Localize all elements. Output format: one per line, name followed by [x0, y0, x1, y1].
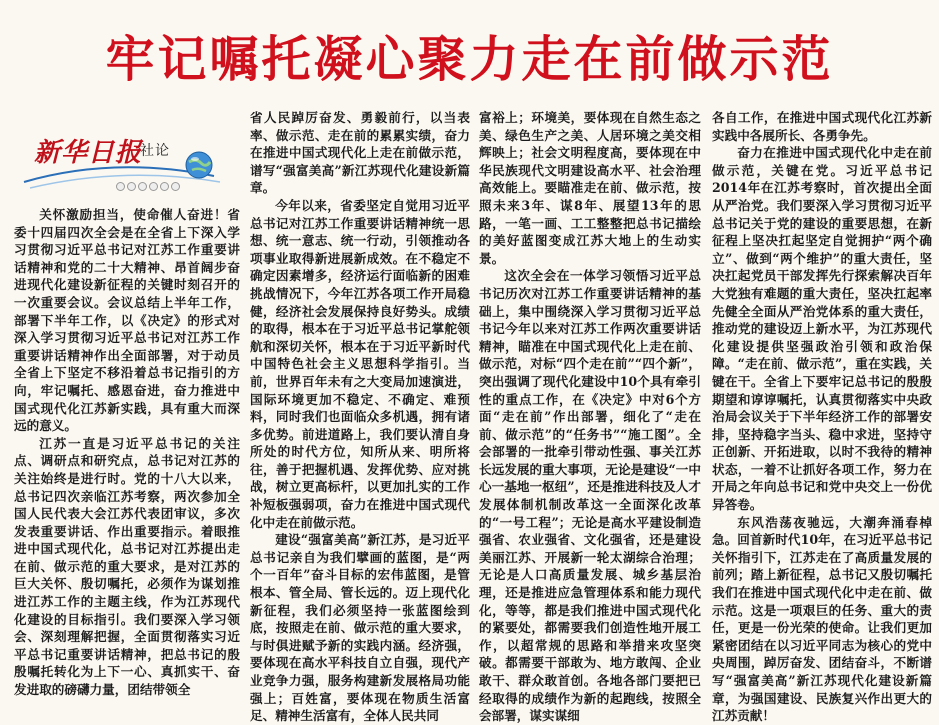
article-column-4 — [712, 109, 932, 724]
paragraph: 江苏一直是习近平总书记的关注点、调研点和研究点，总书记对江苏的关注始终是进行时。党的十八大以来，总书记四次亲临江苏考察，两次参加全国人民代表大会江苏代表团审议，多次发表重要讲话、作出重要指示。着眼推进中国式现代化，总书记对江苏提出走在前、做示范的重大要求，是对江苏的巨大关怀、殷切嘱托，必须作为谋划推进江苏工作的主题主线，作为江苏现代化建设的目标指引。我们要深入学习领会、深刻理解把握，全面贯彻落实习近平总书记重要讲话精神，把总书记的殷殷嘱托转化为上下一心、真抓实干、奋发进取的磅礴力量，团结带领全 — [14, 435, 240, 698]
masthead-section: 社论 — [140, 143, 170, 159]
editorial-masthead — [24, 118, 222, 196]
dots-decoration-icon — [116, 176, 182, 195]
paragraph: 东风浩荡夜驰远，大潮奔涌春棹急。回首新时代10年，在习近平总书记关怀指引下，江苏走在了高质量发展的前列；踏上新征程，总书记又殷切嘱托我们在推进中国式现代化中走在前、做示范。这是一项艰巨的任务、重大的责任，更是一份光荣的使命。让我们更加紧密团结在以习近平同志为核心的党中央周围，踔厉奋发、团结奋斗，不断谱写“强富美高”新江苏现代化建设新篇章，为强国建设、民族复兴作出更大的江苏贡献！ — [712, 514, 932, 724]
globe-icon — [184, 150, 214, 180]
article-column-2 — [250, 109, 470, 724]
paragraph: 建设“强富美高”新江苏，是习近平总书记亲自为我们擘画的蓝图，是“两个一百年”奋斗目标的宏伟蓝图，是管根本、管全局、管长远的。迈上现代化新征程，我们必须坚持一张蓝图绘到底，按照走在前、做示范的重大要求，与时俱进赋予新的实践内涵。经济强，要体现在高水平科技自立自强，现代产业竞争力强，服务构建新发展格局功能强上；百姓富，要体现在物质生活富足、精神生活富有，全体人民共同 — [250, 532, 470, 724]
article-column-1 — [14, 206, 240, 698]
paragraph: 各自工作，在推进中国式现代化江苏新实践中各展所长、各勇争先。 — [712, 110, 932, 143]
page-headline: 牢记嘱托凝心聚力走在前做示范 — [105, 31, 834, 88]
paragraph: 关怀激励担当，使命催人奋进！省委十四届四次全会是在全省上下深入学习贯彻习近平总书记对江苏工作重要讲话精神和党的二十大精神、昂首阔步奋进现代化建设新征程的关键时刻召开的一次重要会议。会议总结上半年工作，部署下半年工作，以《决定》的形式对深入学习贯彻习近平总书记对江苏工作重要讲话精神作出全面部署，对于动员全省上下坚定不移沿着总书记指引的方向，牢记嘱托、感恩奋进，奋力推进中国式现代化江苏新实践，具有重大而深远的意义。 — [14, 207, 240, 434]
paragraph: 奋力在推进中国式现代化中走在前做示范，关键在党。习近平总书记2014年在江苏考察时，首次提出全面从严治党。我们要深入学习贯彻习近平总书记关于党的建设的重要思想，在新征程上坚决扛起坚定自觉拥护“两个确立”、做到“两个维护”的重大责任，坚决扛起党员干部发挥先行探索解决百年大党独有难题的重大责任，坚决扛起率先健全全面从严治党体系的重大责任，推动党的建设迈上新水平，为江苏现代化建设提供坚强政治引领和政治保障。“走在前、做示范”，重在实践，关键在干。全省上下要牢记总书记的殷殷期望和谆谆嘱托，认真贯彻落实中央政治局会议关于下半年经济工作的部署安排，坚持稳字当头、稳中求进，坚持守正创新、开拓进取，以时不我待的精神状态，一着不让抓好各项工作，努力在开局之年向总书记和党中央交上一份优异答卷。 — [712, 145, 932, 513]
paragraph: 省人民踔厉奋发、勇毅前行，以当表率、做示范、走在前的累累实绩，奋力在推进中国式现代化上走在前做示范，谱写“强富美高”新江苏现代化建设新篇章。 — [250, 110, 470, 196]
paragraph: 今年以来，省委坚定自觉用习近平总书记对江苏工作重要讲话精神统一思想、统一意志、统一行动，引领推动各项事业取得新进展新成效。在不稳定不确定因素增多，经济运行面临新的困难挑战情况下，今年江苏各项工作开局稳健，经济社会发展保持良好势头。成绩的取得，根本在于习近平总书记掌舵领航和深切关怀，根本在于习近平新时代中国特色社会主义思想科学指引。当前，世界百年未有之大变局加速演进，国际环境更加不稳定、不确定、难预料，同时我们也面临众多机遇，拥有诸多优势。前进道路上，我们要认清自身所处的时代方位，知所从来、明所将往，善于把握机遇、发挥优势、应对挑战，树立更高标杆，以更加扎实的工作补短板强弱项，奋力在推进中国式现代化中走在前做示范。 — [250, 197, 470, 530]
paragraph: 富裕上；环境美，要体现在自然生态之美、绿色生产之美、人居环境之美交相辉映上；社会文明程度高，要体现在中华民族现代文明建设高水平、社会治理高效能上。要瞄准走在前、做示范，按照未来3年、谋8年、展望13年的思路，一笔一画、工工整整把总书记描绘的美好蓝图变成江苏大地上的生动实景。 — [479, 110, 701, 266]
paragraph: 这次全会在一体学习领悟习近平总书记历次对江苏工作重要讲话精神的基础上，集中围绕深入学习贯彻习近平总书记今年以来对江苏工作两次重要讲话精神，瞄准在中国式现代化上走在前、做示范，对标“四个走在前”“四个新”，突出强调了现代化建设中10个具有牵引性的重点工作，在《决定》中对6个方面“走在前”作出部署，细化了“走在前、做示范”的“任务书”“施工图”。全会部署的一批牵引带动性强、事关江苏长远发展的重大事项，无论是建设“一中心一基地一枢纽”，还是推进科技及人才发展体制机制改革这一全面深化改革的“一号工程”；无论是高水平建设制造强省、农业强省、文化强省，还是建设美丽江苏、开展新一轮太湖综合治理；无论是人口高质量发展、城乡基层治理，还是推进应急管理体系和能力现代化，等等，都是我们推进中国式现代化的紧要处，都需要我们创造性地开展工作，以超常规的思路和举措来攻坚突破。都需要干部敢为、地方敢闯、企业敢干、群众敢首创。各地各部门要把已经取得的成绩作为新的起跑线，按照全会部署，谋实谋细 — [479, 268, 701, 724]
masthead-name: 新华日报 — [34, 138, 143, 168]
article-column-3 — [479, 109, 701, 724]
